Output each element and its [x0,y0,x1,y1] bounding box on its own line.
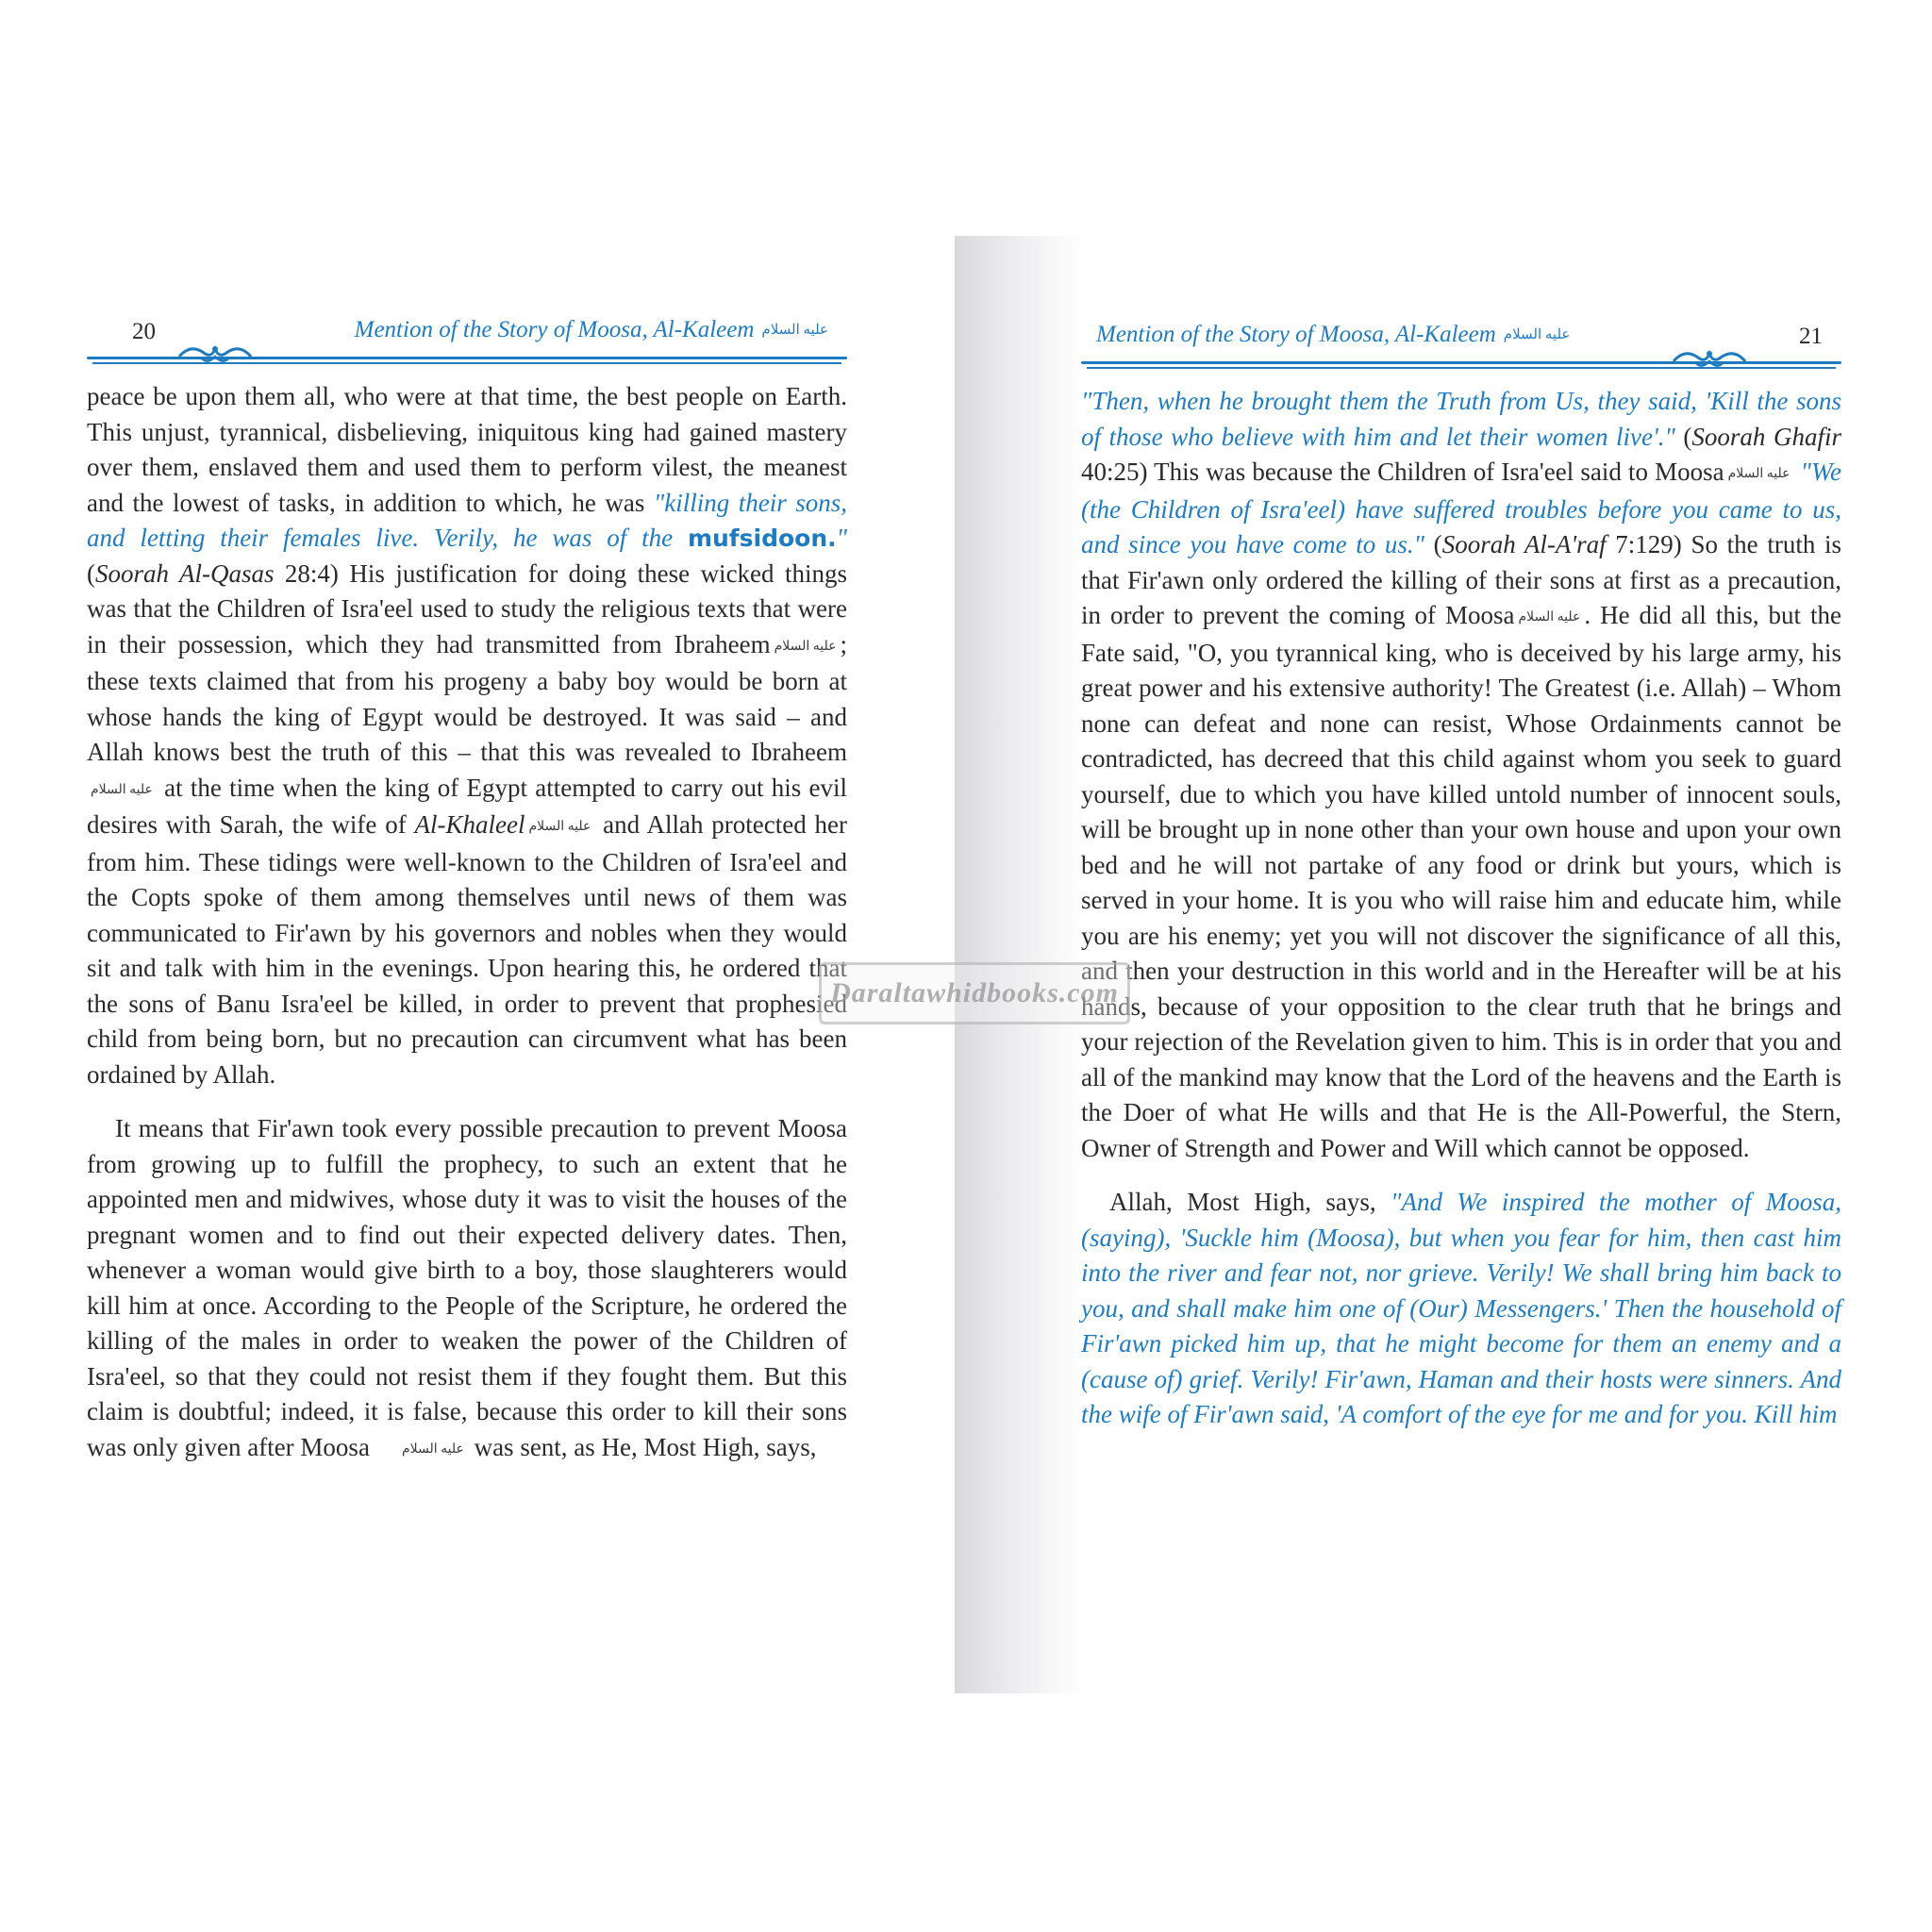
quran-quote: "Then, when he brought them the Truth from Us, they said, 'Kill the sons of those who believe with him and let their women live'." [1081,387,1841,451]
text-run: ; these texts claimed that from his progeny a baby boy would be born at whose hands the king of Egypt would be destroyed. It was said – and Allah knows best the truth of this – that this was revealed to Ibraheem [87,629,847,766]
quran-quote: "And We inspired the mother of Moosa, (saying), 'Suckle him (Moosa), but when you fear for him, then cast him into the river and fear not, nor grieve. Verily! We shall bring him back to you, and shall make him one of (Our) Messengers.' Then the household of Fir'awn picked him up, that he might become for them an enemy and a (cause of) grief. Verily! Fir'awn, Haman and their hosts were sinners. And the wife of Fir'awn said, 'A comfort of the eye for me and for you. Kill him [1081,1188,1841,1428]
page-number: 20 [132,319,156,344]
quote-close: " [836,524,847,552]
page-body [87,379,847,1467]
header-rule-line [1087,367,1836,369]
page-header [87,311,847,370]
honorific-glyph: عليه السلام [1503,327,1571,342]
page-body [1081,384,1841,1433]
page-number: 21 [1799,324,1823,349]
honorific-glyph: عليه السلام [1727,467,1790,481]
running-head-text: Mention of the Story of Moosa, Al-Kaleem [354,317,755,342]
watermark-text: Daraltawhidbooks.com [830,977,1119,1008]
paragraph [87,379,847,1092]
paragraph [87,1111,847,1467]
text-run: Allah, Most High, says, [1109,1188,1391,1216]
honorific-glyph: عليه السلام [401,1441,464,1457]
quran-quote: "We (the Children of Isra'eel) have suffered troubles before you came to us, and since you have come to us." [1081,458,1841,558]
paragraph: "Then, when he brought them the Truth from Us, they said, 'Kill the sons of those who believe with him and let their women live'." (Soorah Ghafir 40:25) This was because the Children of Isra'eel said to Moosa عليه السلام "We (the Children of Isra'eel) have suffered troubles before you came to us, and since you have come to us." (Soorah Al-A'raf 7:129) So the truth is that Fir'awn only ordered the killing of their sons at first as a precaution, in order to prevent the coming of Moosa عليه السلام . He did all this, but the Fate said, "O, you tyrannical king, who is deceived by his large army, his great power and his extensive authority! The Greatest (i.e. Allah) – Whom none can defeat and none can resist, Whose Ordainments cannot be contradicted, has decreed that this child against whom you seek to guard yourself, due to which you have killed untold number of innocent souls, will be brought up in none other than your own house and upon your own bed and he will not partake of any food or drink but yours, which is served in your home. It is you who will raise him and educate him, while you are his enemy; yet you will not discover the significance of all this, and then your destruction in this world and in the Hereafter will be at his hands, because of your opposition to the clear truth that he brings and your rejection of the Revelation given to him. This is in order that you and all of the mankind may know that the Lord of the heavens and the Earth is the Doer of what He wills and that He is the All-Powerful, the Stern, Owner of Strength and Power and Will which cannot be opposed. [1081,387,1841,1162]
honorific-glyph: عليه السلام [774,639,837,654]
paragraph [1081,1185,1841,1433]
header-rule [87,357,847,366]
honorific-glyph: عليه السلام [528,820,591,834]
header-rule-line [87,357,847,359]
quote-text: "killing their sons, and letting their females live. Verily, he was of the [87,488,847,552]
reference-verse: 40:25) [1081,458,1148,486]
reference-verse: 7:129) [1606,530,1682,558]
header-rule [1081,361,1841,371]
page-header [1081,316,1841,375]
right-page [1081,316,1841,1452]
text-run: at the time when the king of Egypt attempted to carry out his evil desires with Sarah, the wife of [87,773,847,839]
text-run: So the truth is that Fir'awn only ordered the killing of their sons at first as a precaution, in order to prevent the coming of Moosa [1081,530,1841,629]
quote-bold-term: mufsidoon. [687,525,837,552]
honorific-glyph: عليه السلام [91,782,153,797]
running-head [355,317,828,343]
text-run: and Allah protected her from him. These tidings were well-known to the Children of Isra'eel and the Copts spoke of them among themselves until news of them was communicated to Fir'awn by his governors and nobles when they would sit and talk with him in the evenings. Upon hearing this, he ordered that the sons of Banu Isra'eel be killed, in order to prevent that prophesied child from being born, but no precaution can circumvent what has been ordained by Allah. [87,810,848,1089]
honorific-glyph: عليه السلام [761,323,828,338]
reference-verse: 28:4) [274,558,339,588]
text-run: . He did all this, but the Fate said, "O, you tyrannical king, who is deceived by his large army, his great power and his extensive authority! The Greatest (i.e. Allah) – Whom none can defeat and none can resist, Whose Ordainments cannot be contradicted, has decreed that this child against whom you seek to guard yourself, due to which you have killed untold number of innocent souls, will be brought up in none other than your own house and upon your own bed and he will not partake of any food or drink but yours, which is served in your home. It is you who will raise him and educate him, while you are his enemy; yet you will not discover the significance of all this, and then your destruction in this world and in the Hereafter will be at his hands, because of your opposition to the clear truth that he brings and your rejection of the Revelation given to him. This is in order that you and all of the mankind may know that the Lord of the heavens and the Earth is the Doer of what He wills and that He is the All-Powerful, the Stern, Owner of Strength and Power and Will which cannot be opposed. [1081,601,1841,1162]
header-rule-line [1081,361,1841,364]
reference-surah: Soorah Al-A'raf [1441,530,1607,558]
honorific-glyph: عليه السلام [1518,610,1581,625]
text-run: was sent, as He, Most High, says, [467,1432,817,1461]
text-run: This was because the Children of Isra'eel said to Moosa [1147,458,1724,486]
text-run: It means that Fir'awn took every possible precaution to prevent Moosa from growing up to fulfill the prophecy, to such an extent that he appointed men and midwives, whose duty it was to visit the houses of the pregnant women and to find out their expected delivery dates. Then, whenever a woman would give birth to a boy, those slaughterers would kill him at once. According to the People of the Scripture, he ordered the killing of the males in order to weaken the power of the Children of Isra'eel, so that they could not resist them if they fought them. But this claim is doubtful; indeed, it is false, because this order to kill their sons was only given after Moosa [87,1114,847,1461]
text-run: His justification for doing these wicked things was that the Children of Isra'eel used to study the religious texts that were in their possession, which they had transmitted from Ibraheem [87,558,847,658]
running-head-text: Mention of the Story of Moosa, Al-Kaleem [1096,322,1496,347]
book-gutter-shadow [955,236,1087,1693]
running-head [1096,322,1570,348]
header-rule-line [92,362,841,364]
reference-surah: Soorah Ghafir [1691,422,1841,451]
reference-surah: Soorah Al-Qasas [95,558,275,588]
left-page [87,311,847,1486]
reference-open: ( [87,558,95,588]
name-italic: Al-Khaleel [414,810,525,839]
text-run: peace be upon them all, who were at that time, the best people on Earth. This unjust, tyrannical, disbelieving, iniquitous king had gained mastery over them, enslaved them and used them to perform vilest, the meanest and the lowest of tasks, in addition to which, he was [87,382,847,517]
